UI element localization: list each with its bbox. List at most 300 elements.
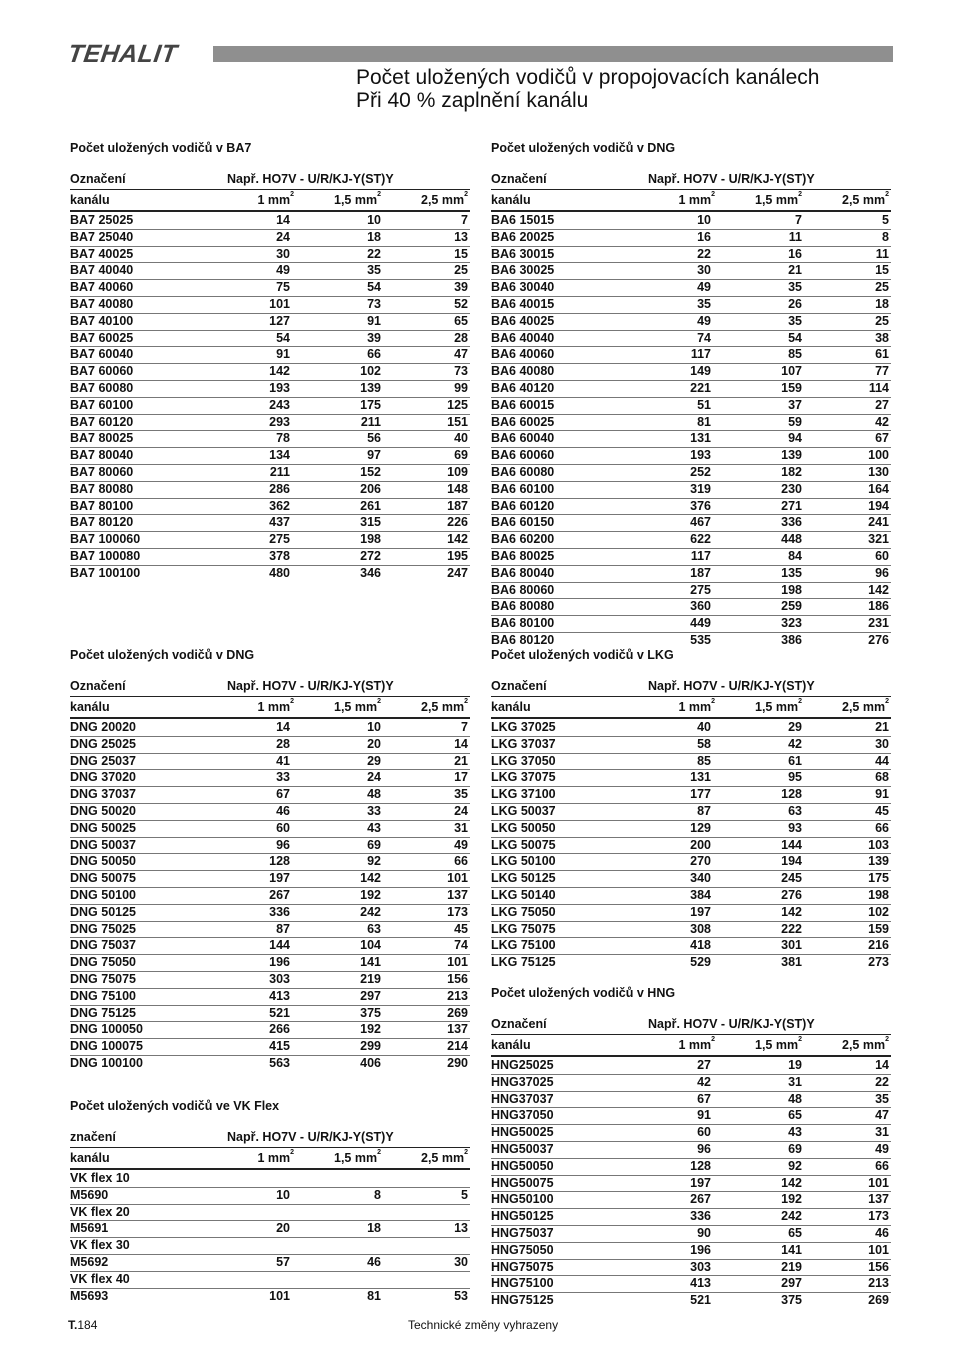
table-row (70, 230, 470, 247)
cell-channel: BA7 80080 (70, 481, 134, 496)
cell-2-5mm: 5 (461, 1187, 468, 1202)
cell-2-5mm: 195 (447, 548, 468, 563)
table-row (491, 633, 891, 649)
table-row (491, 532, 891, 549)
lkg-header-row-2 (491, 696, 891, 719)
cell-2-5mm: 69 (454, 448, 468, 463)
vk-header-col3-superscript: 2 (464, 1149, 468, 1156)
cell-channel: DNG 50075 (70, 871, 137, 886)
ba7-header-kanalu: kanálu (70, 193, 110, 207)
cell-2-5mm: 40 (454, 431, 468, 446)
cell-1-5mm: 16 (788, 246, 802, 261)
cell-1mm: 117 (690, 548, 711, 563)
cell-channel: DNG 25025 (70, 736, 137, 751)
cell-1-5mm: 19 (788, 1058, 802, 1072)
cell-2-5mm: 173 (447, 904, 468, 919)
cell-1-5mm: 194 (781, 854, 802, 869)
cell-1mm: 42 (697, 1074, 711, 1089)
cell-2-5mm: 14 (875, 1058, 889, 1072)
table-row (70, 1272, 470, 1289)
cell-channel: BA6 80080 (491, 599, 555, 614)
cell-2-5mm: 27 (875, 397, 889, 412)
cell-1mm: 81 (697, 414, 711, 429)
cell-2-5mm: 226 (447, 515, 468, 530)
cell-1-5mm: 21 (788, 263, 802, 278)
cell-channel: BA7 60120 (70, 414, 134, 429)
cell-1-5mm: 10 (367, 213, 381, 227)
lkg-header-col3-text: 2,5 mm (842, 700, 886, 714)
cell-channel: BA6 40040 (491, 330, 555, 345)
cell-1-5mm: 102 (360, 364, 381, 379)
cell-1mm: 267 (690, 1192, 711, 1207)
cell-1mm: 413 (269, 988, 290, 1003)
ba7-header-col3-text: 2,5 mm (421, 193, 465, 207)
cell-2-5mm: 30 (454, 1254, 468, 1269)
cell-1mm: 40 (697, 720, 711, 734)
vk-header-row-2 (70, 1147, 470, 1170)
cell-1mm: 293 (269, 414, 290, 429)
cell-1mm: 308 (690, 921, 711, 936)
cell-1-5mm: 43 (367, 820, 381, 835)
table-row (70, 499, 470, 516)
cell-1mm: 35 (697, 296, 711, 311)
cell-channel: LKG 75125 (491, 955, 556, 970)
ba7-header-row-1 (70, 169, 470, 189)
cell-1-5mm: 65 (788, 1108, 802, 1123)
cell-1mm: 30 (276, 246, 290, 261)
cell-channel: M5692 (70, 1254, 109, 1269)
table-row (70, 213, 470, 230)
cell-2-5mm: 175 (868, 871, 889, 886)
cell-2-5mm: 25 (454, 263, 468, 278)
cell-channel: HNG75100 (491, 1276, 554, 1291)
cell-1mm: 336 (690, 1209, 711, 1224)
cell-2-5mm: 66 (454, 854, 468, 869)
vk-header-napr: Např. HO7V - U/R/KJ-Y(ST)Y (227, 1130, 394, 1144)
cell-2-5mm: 17 (454, 770, 468, 785)
table-row (491, 566, 891, 583)
cell-1-5mm: 35 (788, 313, 802, 328)
cell-channel: DNG 37020 (70, 770, 137, 785)
cell-1-5mm: 381 (781, 955, 802, 970)
cell-1mm: 340 (690, 871, 711, 886)
cell-1-5mm: 73 (367, 296, 381, 311)
table-row (70, 938, 470, 955)
cell-2-5mm: 38 (875, 330, 889, 345)
table-row (491, 922, 891, 939)
cell-1-5mm: 46 (367, 1254, 381, 1269)
table-row (70, 566, 470, 582)
cell-1mm: 376 (690, 498, 711, 513)
cell-1mm: 10 (276, 1187, 290, 1202)
cell-2-5mm: 46 (875, 1225, 889, 1240)
cell-channel: BA6 80040 (491, 565, 555, 580)
table-row (70, 549, 470, 566)
cell-channel: BA7 100100 (70, 565, 141, 580)
ba6-header-col1-superscript: 2 (711, 191, 715, 198)
ba7-header-col2 (334, 190, 381, 210)
cell-channel: DNG 75125 (70, 1005, 137, 1020)
cell-2-5mm: 101 (447, 871, 468, 886)
cell-1-5mm: 375 (360, 1005, 381, 1020)
cell-channel: BA6 40025 (491, 313, 555, 328)
hng-header-col3 (842, 1035, 889, 1055)
cell-2-5mm: 142 (447, 532, 468, 547)
cell-1-5mm: 35 (788, 280, 802, 295)
cell-channel: BA6 20025 (491, 229, 555, 244)
cell-channel: HNG50125 (491, 1209, 554, 1224)
cell-1mm: 622 (690, 532, 711, 547)
ba7-header-oznaceni: Označení (70, 172, 126, 186)
cell-2-5mm: 321 (868, 532, 889, 547)
table-row (70, 381, 470, 398)
cell-2-5mm: 15 (875, 263, 889, 278)
cell-1mm: 28 (276, 736, 290, 751)
table-row (70, 1205, 470, 1222)
lkg-header-col3-superscript: 2 (885, 698, 889, 705)
cell-1mm: 128 (269, 854, 290, 869)
table-row (70, 787, 470, 804)
cell-channel: BA6 80025 (491, 548, 555, 563)
lkg-header-col2-text: 1,5 mm (755, 700, 799, 714)
cell-1mm: 336 (269, 904, 290, 919)
table-row (491, 804, 891, 821)
table-row (70, 754, 470, 771)
cell-channel: HNG37037 (491, 1091, 554, 1106)
cell-2-5mm: 241 (868, 515, 889, 530)
cell-1-5mm: 20 (367, 736, 381, 751)
cell-1mm: 144 (269, 938, 290, 953)
cell-2-5mm: 213 (868, 1276, 889, 1291)
cell-2-5mm: 148 (447, 481, 468, 496)
cell-1mm: 196 (690, 1242, 711, 1257)
cell-2-5mm: 101 (868, 1175, 889, 1190)
table-row (491, 415, 891, 432)
table-row (70, 364, 470, 381)
cell-1mm: 529 (690, 955, 711, 970)
table-row (491, 854, 891, 871)
table-row (70, 1056, 470, 1072)
table-row (491, 213, 891, 230)
table-row (70, 297, 470, 314)
dng-section-title: Počet uložených vodičů v DNG (70, 648, 255, 662)
cell-2-5mm: 7 (461, 213, 468, 227)
cell-1mm: 362 (269, 498, 290, 513)
vk-header-col1-text: 1 mm (257, 1151, 291, 1165)
cell-1-5mm: 26 (788, 296, 802, 311)
cell-1-5mm: 66 (367, 347, 381, 362)
cell-1-5mm: 107 (781, 364, 802, 379)
cell-1mm: 30 (697, 263, 711, 278)
cell-2-5mm: 68 (875, 770, 889, 785)
cell-1mm: 49 (697, 280, 711, 295)
cell-1-5mm: 230 (781, 481, 802, 496)
lkg-header-row-1 (491, 676, 891, 696)
table-row (70, 398, 470, 415)
table-row (491, 905, 891, 922)
cell-1-5mm: 297 (360, 988, 381, 1003)
cell-channel: VK flex 40 (70, 1271, 130, 1286)
cell-2-5mm: 35 (875, 1091, 889, 1106)
cell-channel: VK flex 30 (70, 1238, 130, 1253)
cell-2-5mm: 21 (454, 753, 468, 768)
cell-1-5mm: 152 (360, 464, 381, 479)
cell-2-5mm: 47 (875, 1108, 889, 1123)
cell-1mm: 91 (276, 347, 290, 362)
cell-channel: BA6 40015 (491, 296, 555, 311)
vk-section-title: Počet uložených vodičů ve VK Flex (70, 1099, 280, 1113)
cell-1mm: 196 (269, 955, 290, 970)
cell-1mm: 221 (690, 380, 711, 395)
table-row (491, 770, 891, 787)
cell-1mm: 270 (690, 854, 711, 869)
table-row (491, 1260, 891, 1277)
cell-channel: LKG 50125 (491, 871, 556, 886)
cell-1mm: 87 (276, 921, 290, 936)
cell-1mm: 41 (276, 753, 290, 768)
ba6-header-col3-text: 2,5 mm (842, 193, 886, 207)
table-row (491, 515, 891, 532)
cell-2-5mm: 269 (447, 1005, 468, 1020)
cell-2-5mm: 18 (875, 296, 889, 311)
lkg-section-title: Počet uložených vodičů v LKG (491, 648, 674, 662)
cell-1-5mm: 7 (795, 213, 802, 227)
cell-1-5mm: 175 (360, 397, 381, 412)
hng-header-col2 (755, 1035, 802, 1055)
ba7-section-title: Počet uložených vodičů v BA7 (70, 141, 252, 155)
cell-1mm: 211 (269, 464, 290, 479)
cell-2-5mm: 101 (447, 955, 468, 970)
cell-2-5mm: 25 (875, 280, 889, 295)
cell-2-5mm: 247 (447, 565, 468, 580)
lkg-header-napr: Např. HO7V - U/R/KJ-Y(ST)Y (648, 679, 815, 693)
hng-section-title: Počet uložených vodičů v HNG (491, 986, 676, 1000)
cell-1-5mm: 346 (360, 565, 381, 580)
ba7-table-body (70, 213, 470, 582)
vk-header-col3 (421, 1148, 468, 1168)
cell-channel: LKG 50037 (491, 803, 556, 818)
cell-channel: LKG 50100 (491, 854, 556, 869)
cell-channel: LKG 37100 (491, 787, 556, 802)
table-row (491, 482, 891, 499)
cell-1-5mm: 10 (367, 720, 381, 734)
table-row (491, 247, 891, 264)
table-row (70, 280, 470, 297)
cell-channel: BA7 40060 (70, 280, 134, 295)
cell-channel: HNG75037 (491, 1225, 554, 1240)
cell-2-5mm: 137 (868, 1192, 889, 1207)
header-bar (213, 46, 893, 62)
cell-2-5mm: 187 (447, 498, 468, 513)
cell-channel: DNG 50050 (70, 854, 137, 869)
cell-1mm: 378 (269, 548, 290, 563)
table-row (491, 616, 891, 633)
table-row (70, 1039, 470, 1056)
table-row (70, 1238, 470, 1255)
table-row (491, 1226, 891, 1243)
cell-1-5mm: 142 (781, 1175, 802, 1190)
cell-2-5mm: 30 (875, 736, 889, 751)
cell-2-5mm: 269 (868, 1293, 889, 1308)
table-row (70, 1221, 470, 1238)
cell-channel: BA7 60040 (70, 347, 134, 362)
cell-channel: DNG 75100 (70, 988, 137, 1003)
ba7-header-col1-superscript: 2 (290, 191, 294, 198)
cell-channel: BA7 60100 (70, 397, 134, 412)
cell-1mm: 413 (690, 1276, 711, 1291)
cell-1-5mm: 84 (788, 548, 802, 563)
ba7-header-col2-superscript: 2 (377, 191, 381, 198)
cell-2-5mm: 53 (454, 1288, 468, 1303)
cell-1mm: 20 (276, 1221, 290, 1236)
cell-channel: BA6 60100 (491, 481, 555, 496)
cell-1-5mm: 91 (367, 313, 381, 328)
cell-1mm: 101 (269, 1288, 290, 1303)
cell-2-5mm: 186 (868, 599, 889, 614)
cell-channel: LKG 50075 (491, 837, 556, 852)
cell-1-5mm: 54 (367, 280, 381, 295)
cell-2-5mm: 61 (875, 347, 889, 362)
hng-header-oznaceni: Označení (491, 1017, 547, 1031)
cell-1-5mm: 386 (781, 632, 802, 647)
vk-header-col2-text: 1,5 mm (334, 1151, 378, 1165)
cell-1mm: 14 (276, 720, 290, 734)
footer-page-value: 184 (77, 1318, 98, 1332)
ba6-header-oznaceni: Označení (491, 172, 547, 186)
cell-2-5mm: 101 (868, 1242, 889, 1257)
table-row (491, 280, 891, 297)
cell-1-5mm: 63 (788, 803, 802, 818)
cell-1-5mm: 135 (781, 565, 802, 580)
table-row (70, 1171, 470, 1188)
cell-2-5mm: 49 (875, 1141, 889, 1156)
cell-1mm: 67 (276, 787, 290, 802)
ba7-header-row-2 (70, 189, 470, 212)
table-row (491, 381, 891, 398)
cell-2-5mm: 114 (868, 380, 889, 395)
cell-1-5mm: 22 (367, 246, 381, 261)
cell-2-5mm: 130 (868, 464, 889, 479)
cell-channel: BA7 60060 (70, 364, 134, 379)
cell-channel: BA7 40040 (70, 263, 134, 278)
cell-channel: BA7 25025 (70, 213, 134, 227)
cell-1-5mm: 299 (360, 1039, 381, 1054)
cell-channel: VK flex 10 (70, 1171, 130, 1185)
cell-1-5mm: 336 (781, 515, 802, 530)
cell-1mm: 243 (269, 397, 290, 412)
cell-1-5mm: 63 (367, 921, 381, 936)
ba6-header-col1 (678, 190, 715, 210)
cell-channel: DNG 37037 (70, 787, 137, 802)
cell-channel: LKG 75100 (491, 938, 556, 953)
table-row (70, 838, 470, 855)
cell-1mm: 193 (269, 380, 290, 395)
dng-header-napr: Např. HO7V - U/R/KJ-Y(ST)Y (227, 679, 394, 693)
cell-1-5mm: 24 (367, 770, 381, 785)
table-row (70, 955, 470, 972)
cell-channel: BA7 80120 (70, 515, 134, 530)
cell-channel: DNG 75075 (70, 971, 137, 986)
page-title-line1: Počet uložených vodičů v propojovacích kanálech (356, 66, 820, 89)
vk-header-col1 (257, 1148, 294, 1168)
cell-2-5mm: 159 (868, 921, 889, 936)
cell-2-5mm: 216 (868, 938, 889, 953)
cell-2-5mm: 47 (454, 347, 468, 362)
cell-1mm: 197 (269, 871, 290, 886)
cell-2-5mm: 173 (868, 1209, 889, 1224)
table-row (491, 431, 891, 448)
table-row (70, 1022, 470, 1039)
cell-1mm: 521 (690, 1293, 711, 1308)
table-row (491, 1243, 891, 1260)
dng-header-col1-superscript: 2 (290, 698, 294, 705)
lkg-header-col1-superscript: 2 (711, 698, 715, 705)
cell-1mm: 46 (276, 803, 290, 818)
cell-2-5mm: 231 (868, 616, 889, 631)
cell-1mm: 27 (697, 1058, 711, 1072)
cell-2-5mm: 25 (875, 313, 889, 328)
table-row (491, 787, 891, 804)
cell-1mm: 193 (690, 448, 711, 463)
lkg-header-kanalu: kanálu (491, 700, 531, 714)
table-row (491, 398, 891, 415)
hng-header-col3-text: 2,5 mm (842, 1038, 886, 1052)
dng-header-col3-superscript: 2 (464, 698, 468, 705)
cell-1-5mm: 139 (360, 380, 381, 395)
table-row (70, 804, 470, 821)
cell-channel: BA6 40120 (491, 380, 555, 395)
table-row (70, 871, 470, 888)
cell-1mm: 51 (697, 397, 711, 412)
cell-2-5mm: 42 (875, 414, 889, 429)
cell-channel: BA6 60060 (491, 448, 555, 463)
ba6-header-col2 (755, 190, 802, 210)
cell-1mm: 54 (276, 330, 290, 345)
cell-2-5mm: 139 (868, 854, 889, 869)
table-row (70, 431, 470, 448)
cell-1-5mm: 93 (788, 820, 802, 835)
table-row (70, 1188, 470, 1205)
table-row (491, 314, 891, 331)
table-row (491, 364, 891, 381)
cell-channel: HNG37050 (491, 1108, 554, 1123)
cell-channel: BA6 40080 (491, 364, 555, 379)
cell-1mm: 149 (690, 364, 711, 379)
cell-2-5mm: 151 (447, 414, 468, 429)
table-row (70, 448, 470, 465)
cell-channel: DNG 75050 (70, 955, 137, 970)
table-row (70, 263, 470, 280)
table-row (491, 448, 891, 465)
cell-channel: DNG 25037 (70, 753, 137, 768)
cell-1-5mm: 222 (781, 921, 802, 936)
table-row (70, 247, 470, 264)
cell-1mm: 14 (276, 213, 290, 227)
cell-1-5mm: 59 (788, 414, 802, 429)
cell-2-5mm: 65 (454, 313, 468, 328)
cell-1mm: 90 (697, 1225, 711, 1240)
cell-1mm: 286 (269, 481, 290, 496)
cell-1-5mm: 211 (360, 414, 381, 429)
cell-2-5mm: 67 (875, 431, 889, 446)
cell-channel: BA6 60200 (491, 532, 555, 547)
cell-1-5mm: 128 (781, 787, 802, 802)
cell-channel: HNG50075 (491, 1175, 554, 1190)
table-row (491, 465, 891, 482)
cell-1mm: 67 (697, 1091, 711, 1106)
cell-1-5mm: 39 (367, 330, 381, 345)
cell-2-5mm: 8 (882, 229, 889, 244)
